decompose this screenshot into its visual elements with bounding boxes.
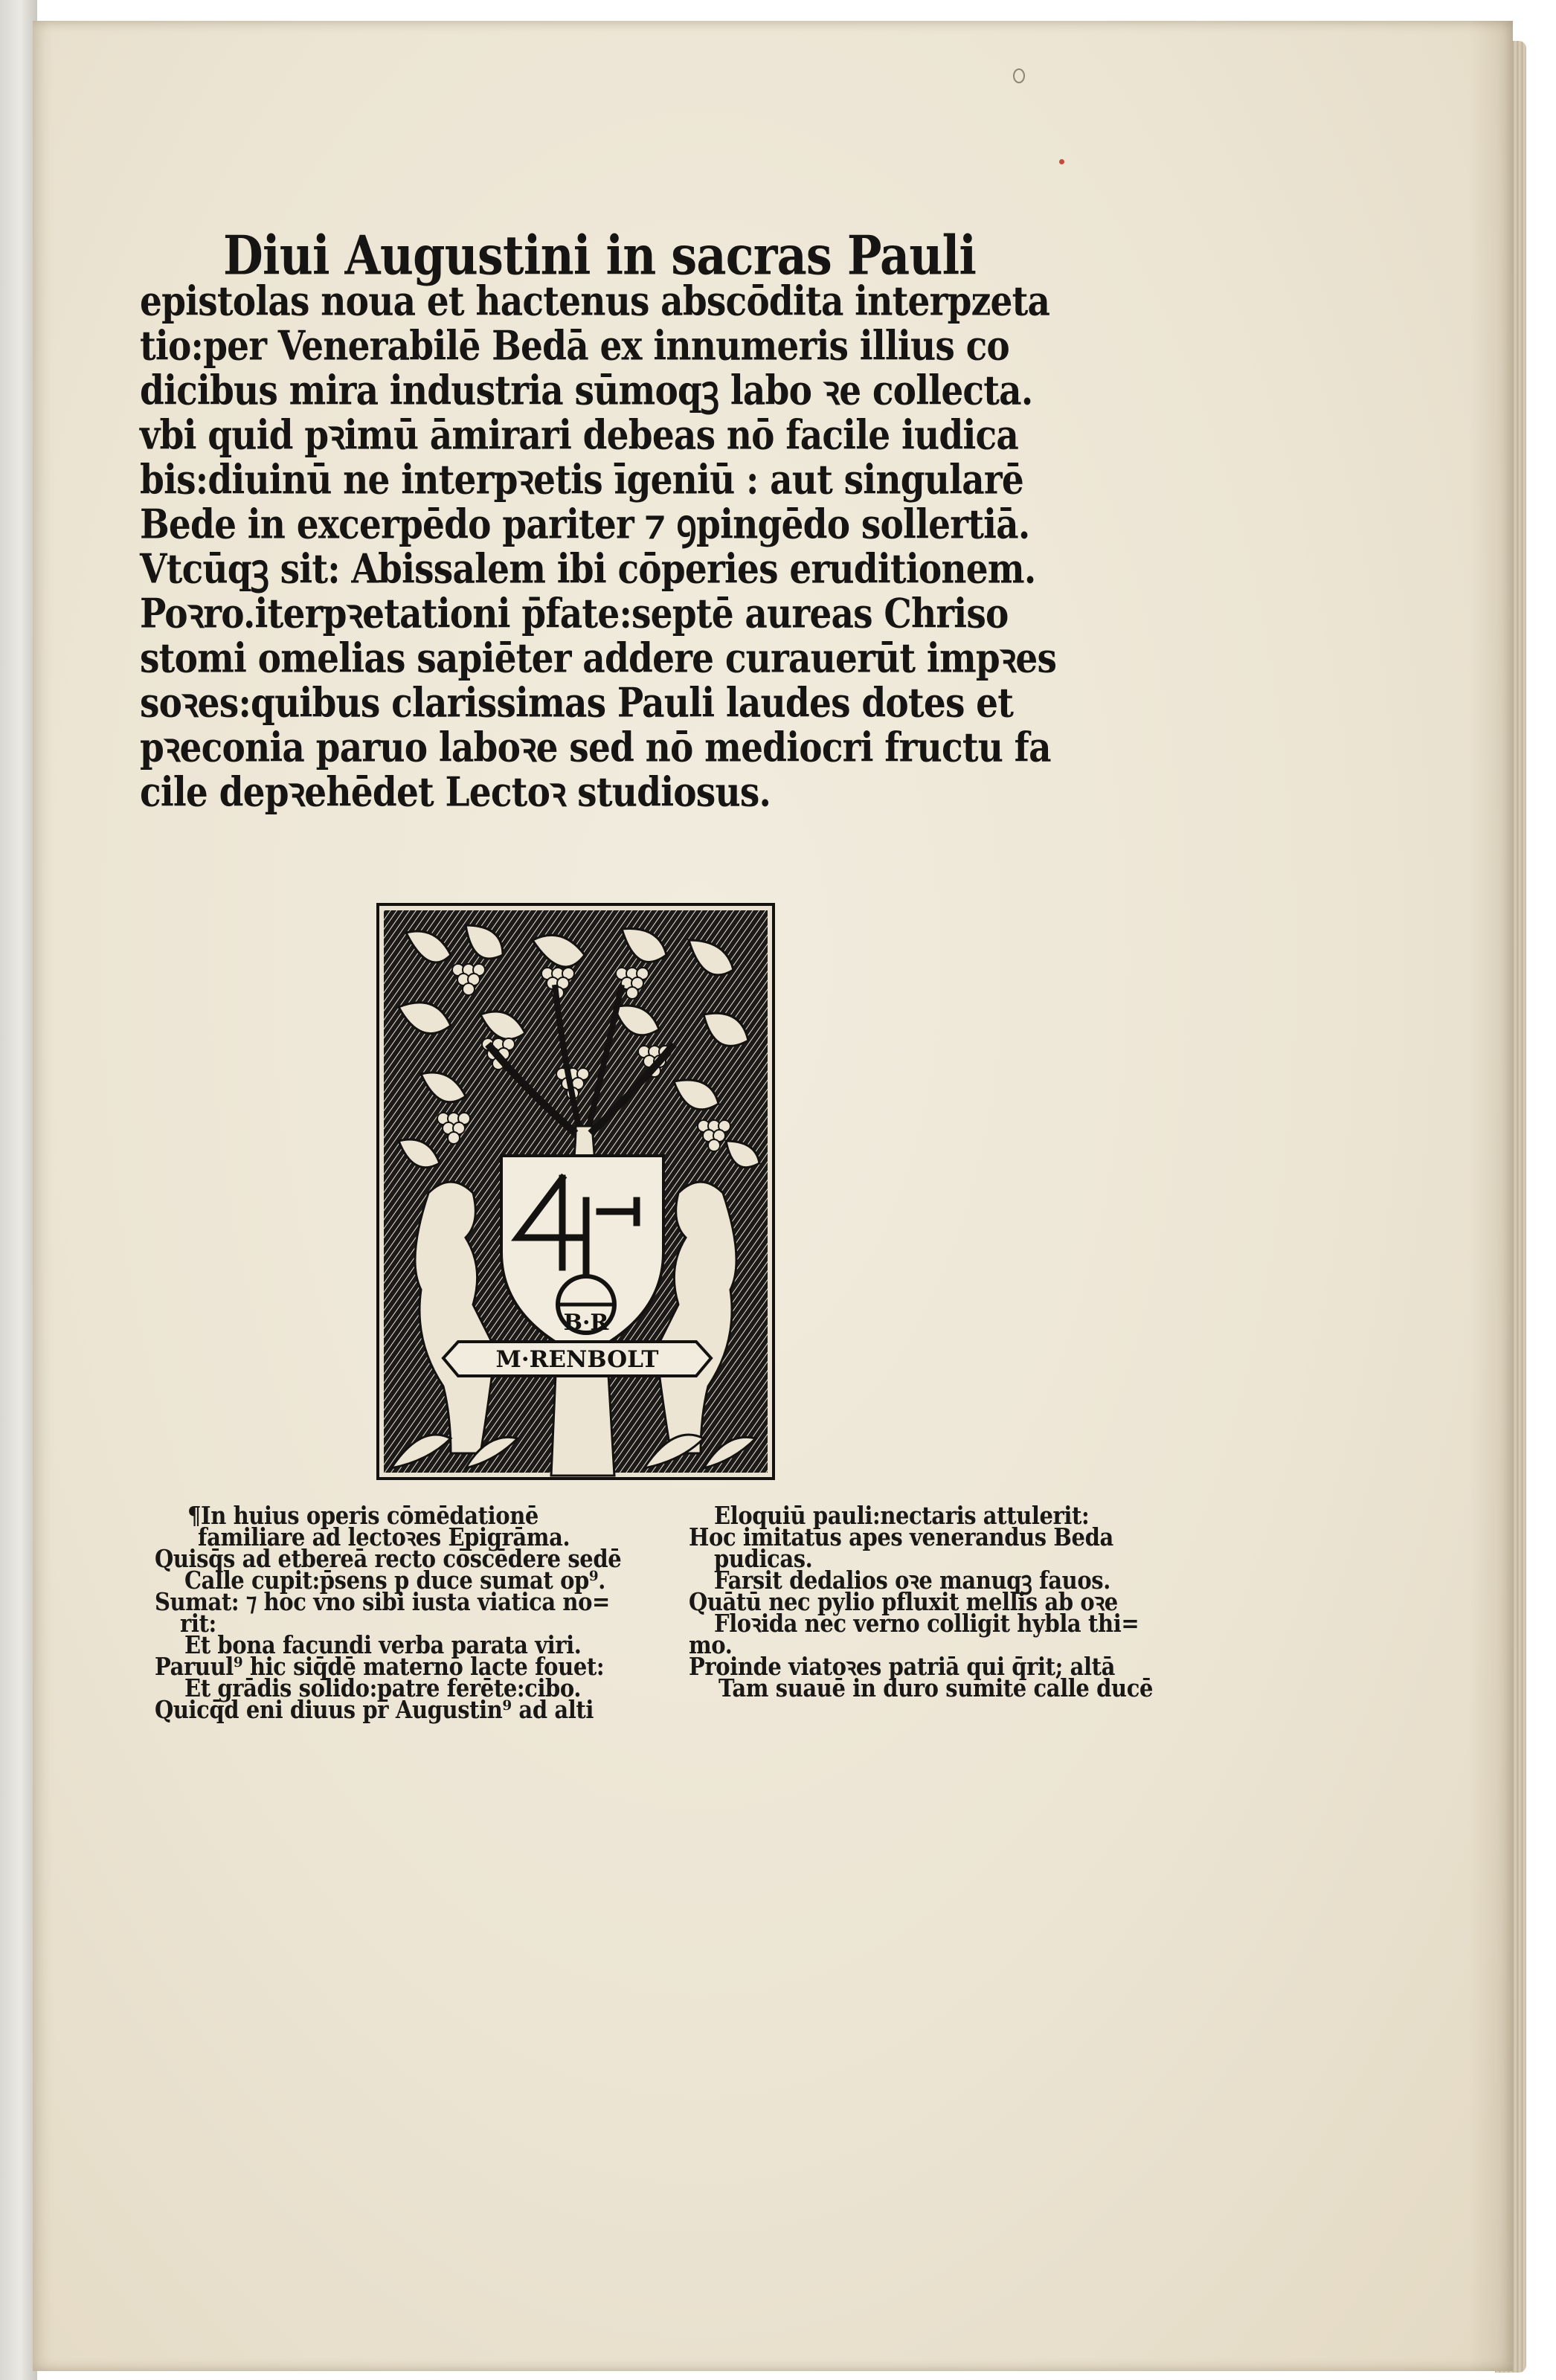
ink-spot xyxy=(1059,159,1064,164)
title-block xyxy=(140,224,1057,817)
title-line: Diui Augustini in sacras Pauli xyxy=(223,224,977,287)
epigram-line: Calle cupit:p̄sens p duce sumat op⁹. xyxy=(184,1566,605,1595)
title-line: tio:per Venerabilē Bedā ex innumeris illius co xyxy=(140,322,1009,370)
epigram-line: Sumat: ⁊ hoc vno sibi iusta viatica no= xyxy=(155,1587,610,1616)
epigram-line: Quisq̄s ad etbereā recto cōscēdere sedē xyxy=(155,1544,622,1573)
epigram-line: Quicq̄d eni diuus pr̄ Augustin⁹ ad alti xyxy=(155,1695,594,1724)
epigram-line: Paruul⁹ hic siq̄dē materno lacte fouet: xyxy=(155,1652,605,1681)
epigram-left-column xyxy=(155,1501,660,1724)
title-line: pꝛeconia paruo laboꝛe sed nō mediocri fructu fa xyxy=(140,724,1051,772)
title-line: cile depꝛehēdet Lectoꝛ studiosus. xyxy=(140,768,771,817)
epigram-line: rit: xyxy=(180,1609,216,1638)
banner-text: M·RENBOLT xyxy=(495,1346,659,1373)
epigram-line: Et bona facundi verba parata viri. xyxy=(184,1630,582,1659)
epigram-heading-line: familiare ad lectoꝛes Epigrāma. xyxy=(198,1522,570,1551)
epigram-line: Eloquiū pauli:nectaris attulerit: xyxy=(714,1501,1090,1530)
epigram-line: Floꝛida nec verno colligit hybla thi= xyxy=(714,1609,1139,1638)
title-line: Poꝛro.iterpꝛetationi p̄fate:septē aureas Chriso xyxy=(140,590,1009,638)
title-line: vbi quid pꝛimū āmirari debeas nō facile iudica xyxy=(140,411,1018,460)
worm-hole xyxy=(1013,68,1025,83)
title-line: bis:diuinū ne interpꝛetis īgeniū : aut singularē xyxy=(140,456,1023,504)
title-line: epistolas noua et hactenus abscōdita interpzeta xyxy=(140,277,1050,326)
book-spine xyxy=(0,0,37,2380)
epigram-line: Proinde viatoꝛes patriā qui q̄rit; altā xyxy=(689,1652,1116,1681)
epigram-line: pudicas. xyxy=(714,1544,813,1573)
epigram-line: Et grādis solido:patre ferēte:cibo. xyxy=(184,1673,582,1702)
epigram-line: Hoc imitatus apes venerandus Beda xyxy=(689,1522,1113,1551)
epigram-line: mo. xyxy=(689,1630,733,1659)
title-line: dicibus mira industria sūmoqꝫ labo ꝛe collecta. xyxy=(140,367,1033,415)
epigram-heading-line: ¶In huius operis cōmēdationē xyxy=(187,1501,539,1530)
mark-initials: B·R xyxy=(563,1310,609,1336)
title-line: Bede in excerpēdo pariter ⁊ ꝯpingēdo sollertiā. xyxy=(140,501,1030,549)
epigram-right-column xyxy=(689,1501,1180,1702)
epigram-line: Tam suauē in duro sumite calle ducē xyxy=(718,1673,1154,1702)
printer-mark-woodcut-icon xyxy=(376,903,775,1480)
title-line: soꝛes:quibus clarissimas Pauli laudes dotes et xyxy=(140,679,1014,727)
title-line: Vtcūqꝫ sit: Abissalem ibi cōperies eruditionem. xyxy=(140,545,1036,594)
epigram-line: Farsit dedalios oꝛe manuqꝫ fauos. xyxy=(714,1566,1110,1595)
epigram-line: Quātū nec pylio pfluxit mellis ab oꝛe xyxy=(689,1587,1118,1616)
title-line: stomi omelias sapiēter addere curauerūt impꝛes xyxy=(140,634,1057,683)
